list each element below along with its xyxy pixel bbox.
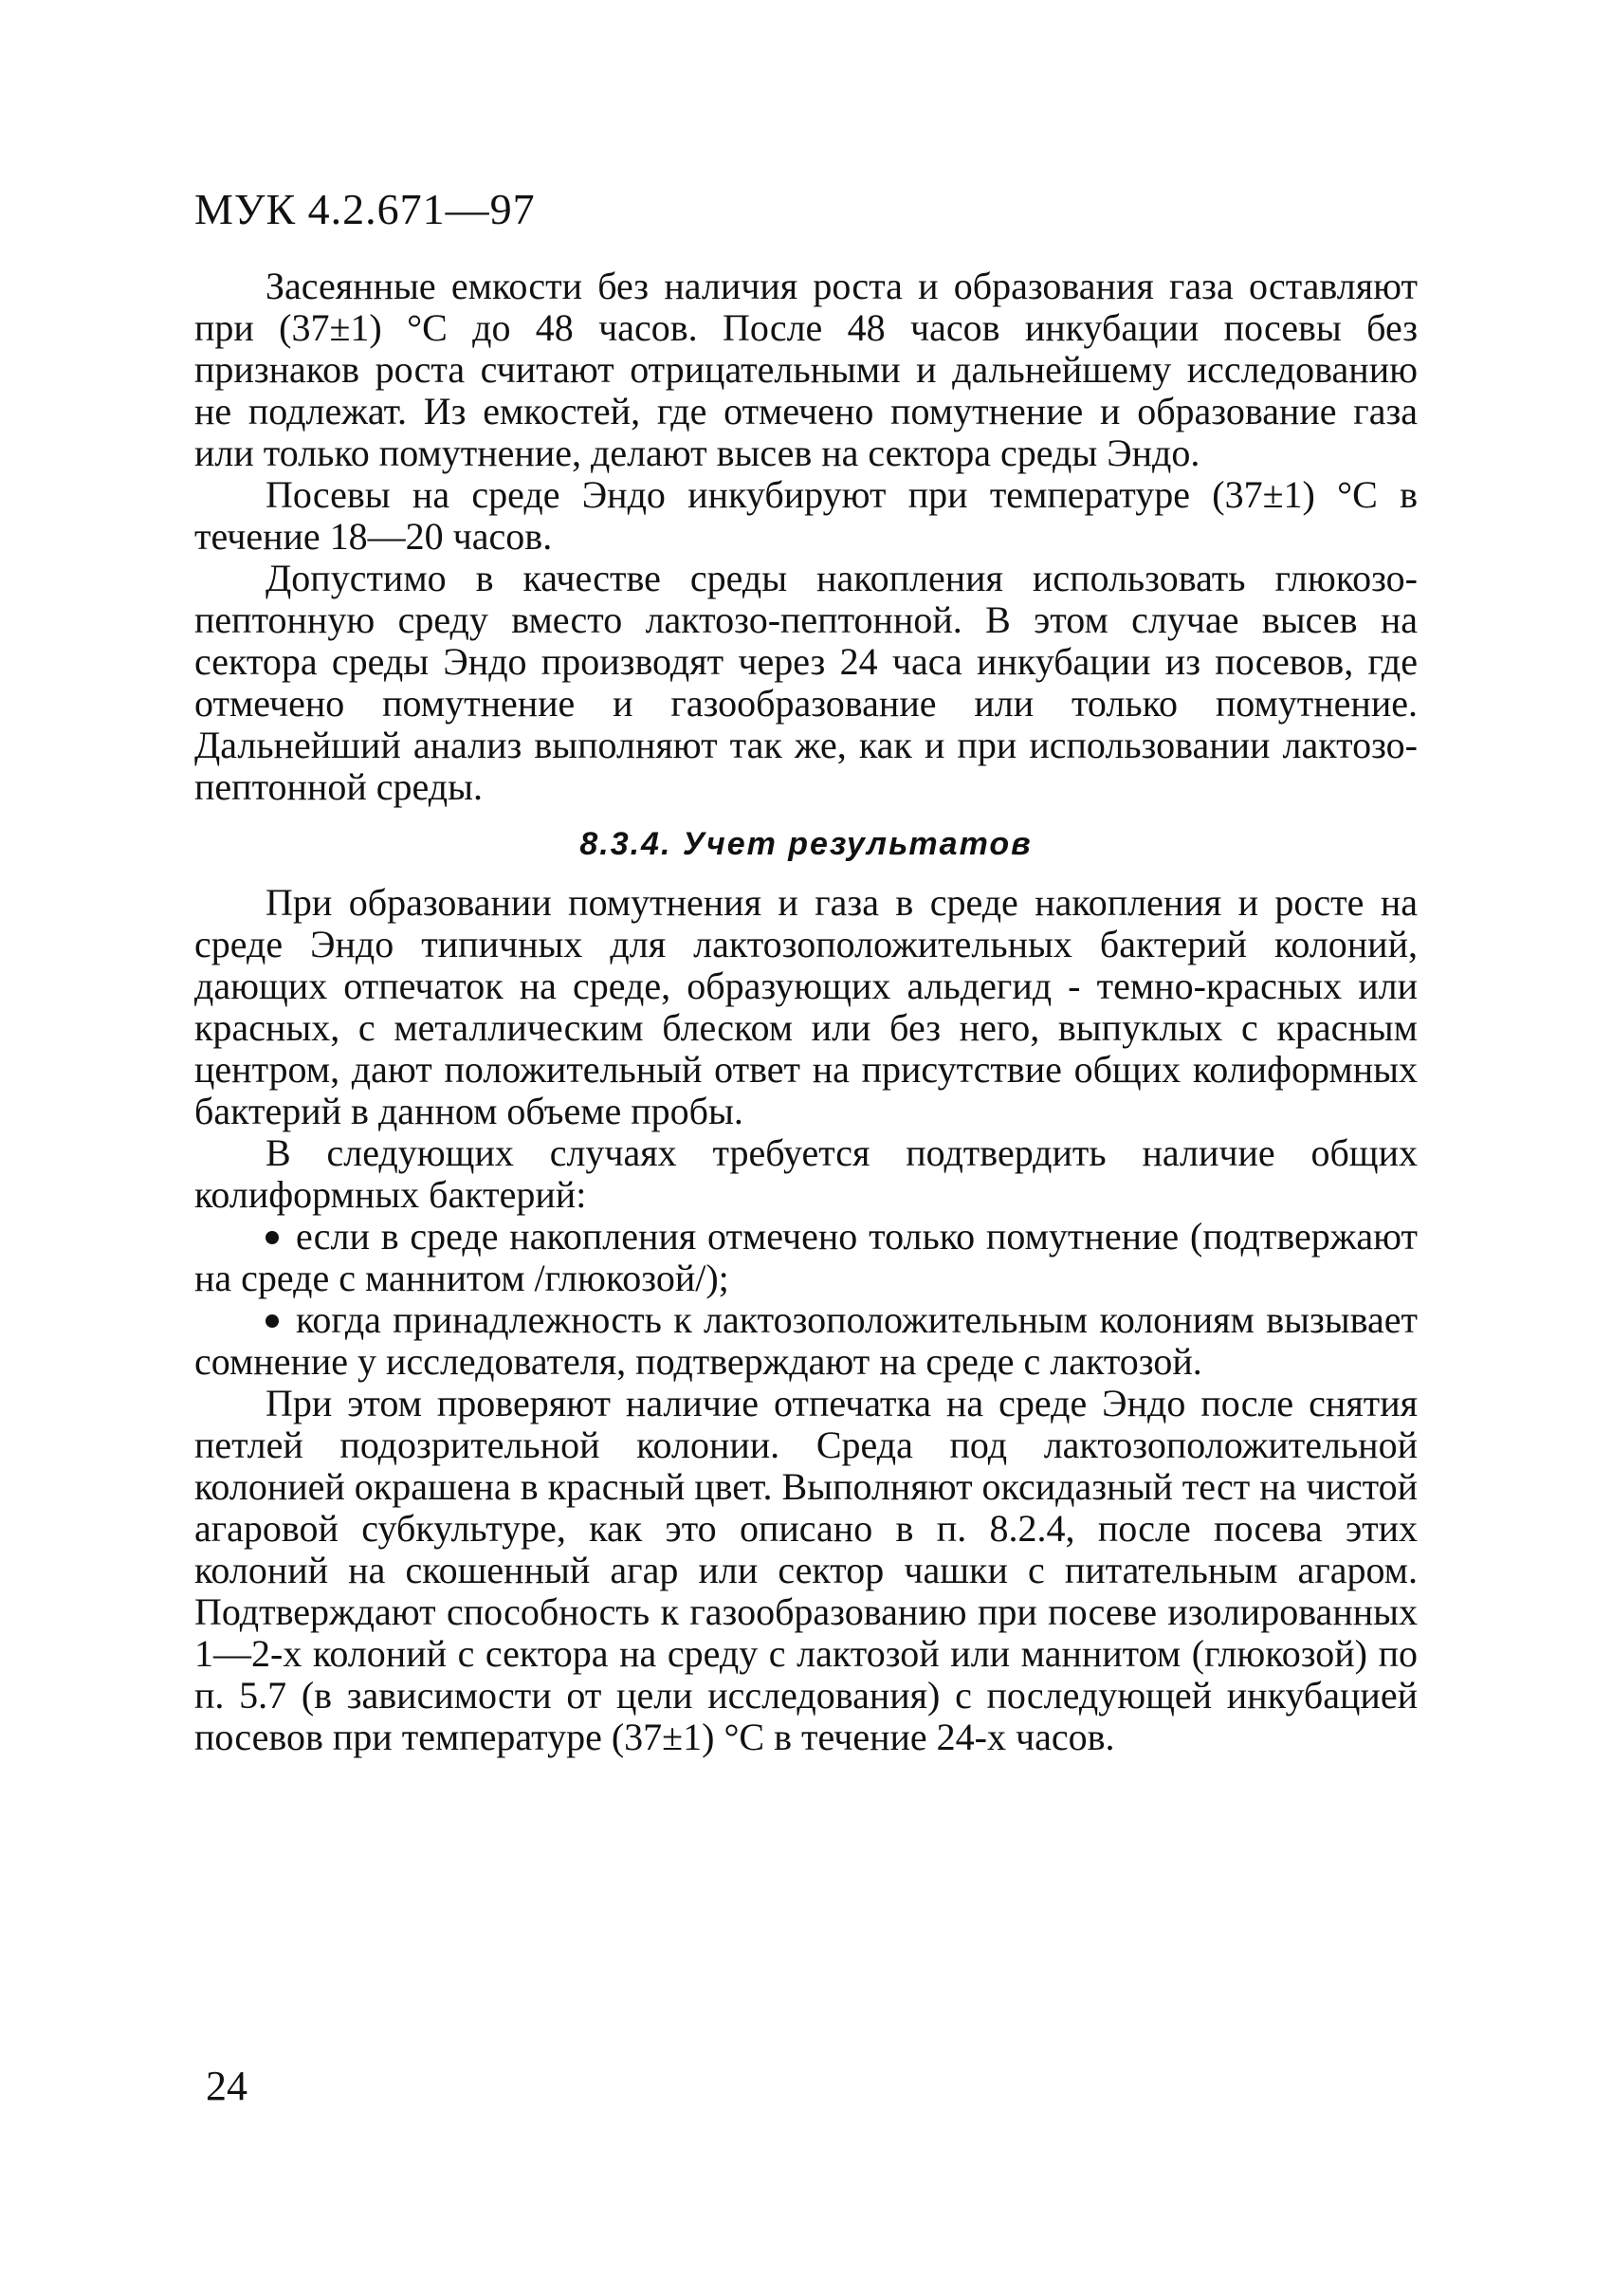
bullet-icon: [266, 1231, 279, 1244]
bullet-item-doubtful-colonies: [194, 1299, 1418, 1383]
paragraph-endo-incubation: Посевы на среде Эндо инкубируют при температуре (37±1) °С в течение 18—20 часов.: [194, 473, 1418, 558]
document-code-header: МУК 4.2.671—97: [194, 185, 536, 233]
paragraph-confirmation-cases: В следующих случаях требуется подтвердить наличие общих колиформных бактерий:: [194, 1131, 1418, 1216]
paragraph-incubation-48h: Засеянные емкости без наличия роста и образования газа оставляют при (37±1) °С до 48 часов. После 48 часов инкубации посевы без признаков роста считают отрицательными и дальнейшему исследованию не подлежат. Из емкостей, где отмечено помутнение и образование газа или только помутнение, делают высев на сектора среды Эндо.: [194, 265, 1418, 474]
bullet-icon: [266, 1314, 279, 1328]
bullet-item-turbidity-only: [194, 1216, 1418, 1299]
section-heading: 8.3.4. Учет результатов: [579, 826, 1033, 862]
paragraph-positive-result: При образовании помутнения и газа в среде накопления и росте на среде Эндо типичных для лактозоположительных бактерий колоний, дающих отпечаток на среде, образующих альдегид - темно-красных или красных, с металлическим блеском или без него, выпуклых с красным центром, дают положительный ответ на присутствие общих колиформных бактерий в данном объеме пробы.: [194, 881, 1418, 1132]
page-number: 24: [206, 2063, 247, 2109]
bullet-text: если в среде накопления отмечено только помутнение (подтвержают на среде с маннитом /глюкозой/);: [194, 1215, 1418, 1299]
document-body: [194, 266, 1418, 1758]
paragraph-verification-procedure: При этом проверяют наличие отпечатка на среде Эндо после снятия петлей подозрительной колонии. Среда под лактозоположительной колонией окрашена в красный цвет. Выполняют оксидазный тест на чистой агаровой субкультуре, как это описано в п. 8.2.4, после посева этих колоний на скошенный агар или сектор чашки с питательным агаром. Подтверждают способность к газообразованию при посеве изолированных 1—2-х колоний с сектора на среду с лактозой или маннитом (глюкозой) по п. 5.7 (в зависимости от цели исследования) с последующей инкубацией посевов при температуре (37±1) °С в течение 24-х часов.: [194, 1382, 1418, 1758]
bullet-text: когда принадлежность к лактозоположительным колониям вызывает сомнение у исследователя, подтверждают на среде с лактозой.: [194, 1298, 1418, 1383]
paragraph-glucose-peptone-medium: Допустимо в качестве среды накопления использовать глюкозо-пептонную среду вместо лактозо-пептонной. В этом случае высев на сектора среды Эндо производят через 24 часа инкубации из посевов, где отмечено помутнение и газообразование или только помутнение. Дальнейший анализ выполняют так же, как и при использовании лактозо-пептонной среды.: [194, 557, 1418, 808]
